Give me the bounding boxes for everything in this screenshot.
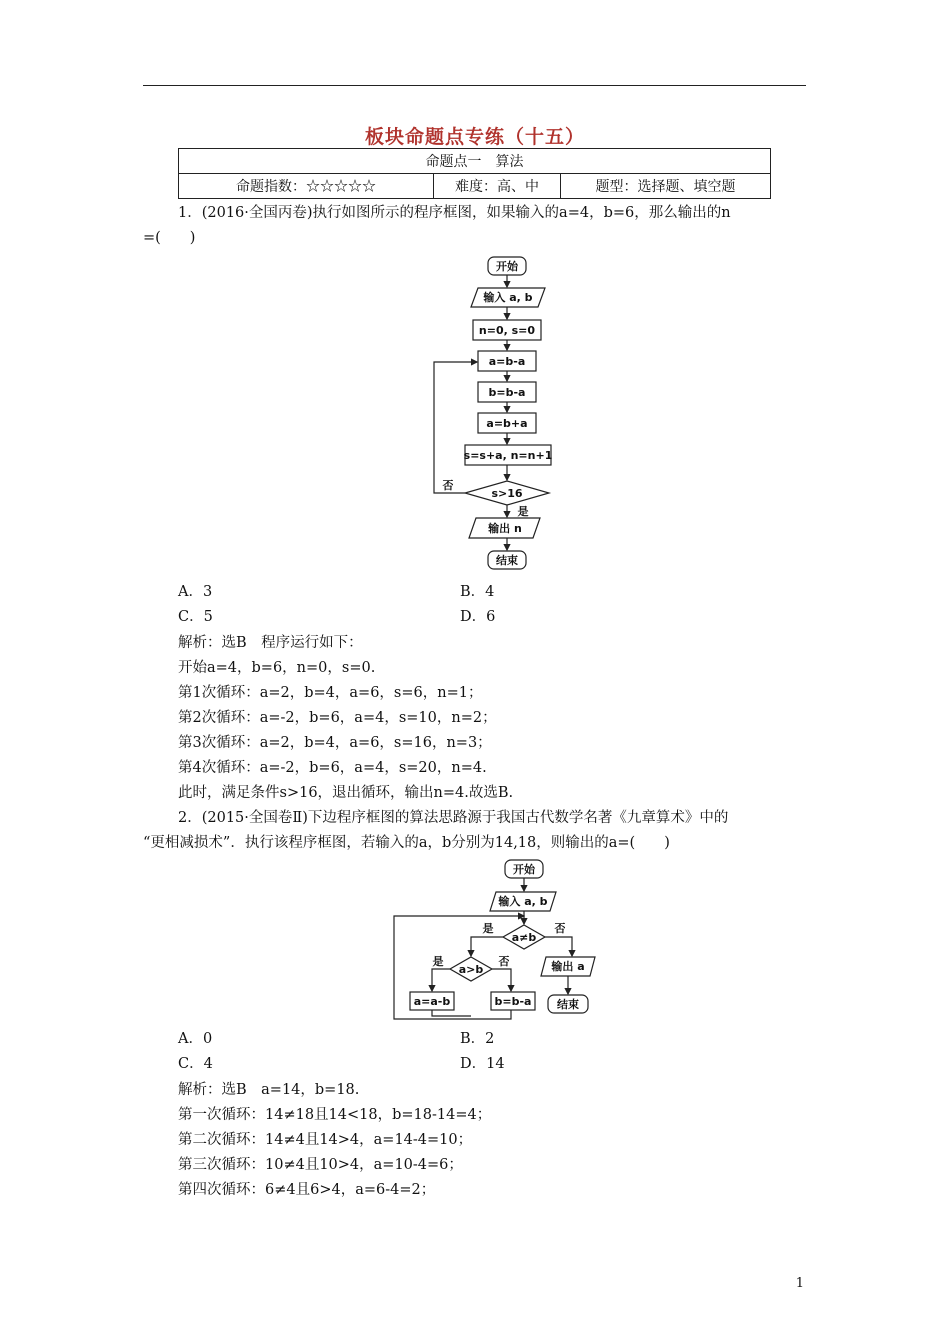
q2-solution-line: 第三次循环：10≠4且10>4，a=10-4=6； — [178, 1157, 463, 1173]
q2-stem-line2: “更相减损术”．执行该程序框图，若输入的a，b分别为14,18，则输出的a=( ) — [143, 835, 670, 851]
q1-solution-line: 此时，满足条件s>16，退出循环，输出n=4.故选B. — [178, 785, 514, 801]
q1-option-a: A．3 — [178, 584, 213, 600]
page-title: 板块命题点专练（十五） — [364, 126, 585, 148]
q1-step1-label: a=b-a — [488, 355, 526, 368]
q1-solution-line: 第1次循环：a=2，b=4，a=6，s=6，n=1； — [178, 685, 483, 701]
q2-no2-label: 否 — [498, 955, 510, 968]
q2-cond2-label: a>b — [458, 963, 484, 976]
q2-cond1-label: a≠b — [511, 931, 537, 944]
q2-yes2-label: 是 — [432, 955, 444, 968]
q2-solution-line: 第一次循环：14≠18且14<18，b=18-14=4； — [178, 1107, 492, 1123]
q2-stem-line1: 2．(2015·全国卷Ⅱ)下边程序框图的算法思路源于我国古代数学名著《九章算术》中的 — [178, 810, 729, 826]
q1-step3-label: a=b+a — [486, 417, 528, 430]
q2-option-d: D．14 — [460, 1056, 505, 1072]
q1-stem-line2: =( ) — [143, 230, 196, 246]
q1-output-label: 输出 n — [488, 522, 522, 535]
q1-cond-label: s>16 — [491, 487, 523, 500]
index-cell: 命题指数：☆☆☆☆☆ — [179, 174, 434, 199]
q1-solution-line: 开始a=4，b=6，n=0，s=0. — [178, 660, 376, 676]
difficulty-cell: 难度：高、中 — [434, 174, 561, 199]
q1-stem-line1: 1．(2016·全国丙卷)执行如图所示的程序框图，如果输入的a=4，b=6，那么输出的n — [178, 205, 731, 221]
q2-solution-line: 第二次循环：14≠4且14>4，a=14-4=10； — [178, 1132, 473, 1148]
q1-flowchart — [420, 250, 570, 575]
q1-step4-label: s=s+a, n=n+1 — [463, 449, 553, 462]
q1-no-label: 否 — [442, 479, 454, 492]
q1-yes-label: 是 — [517, 505, 529, 518]
q2-solution-line: 解析：选B a=14，b=18. — [178, 1082, 360, 1098]
q1-solution-line: 第3次循环：a=2，b=4，a=6，s=16，n=3； — [178, 735, 492, 751]
header-rule — [143, 85, 806, 86]
q1-input-label: 输入 a, b — [483, 291, 533, 304]
q1-start-label: 开始 — [496, 260, 518, 273]
q2-start-label: 开始 — [513, 863, 535, 876]
q2-right-label: b=b-a — [494, 995, 532, 1008]
q1-solution-line: 第4次循环：a=-2，b=6，a=4，s=20，n=4. — [178, 760, 487, 776]
q2-option-a: A．0 — [178, 1031, 213, 1047]
q1-option-c: C．5 — [178, 609, 213, 625]
q2-output-label: 输出 a — [551, 960, 585, 973]
q2-flowchart — [390, 855, 600, 1025]
q1-loop-line — [434, 362, 477, 493]
q1-step2-label: b=b-a — [488, 386, 526, 399]
q2-option-c: C．4 — [178, 1056, 213, 1072]
topic-cell: 命题点一 算法 — [179, 149, 771, 174]
q1-solution-line: 第2次循环：a=-2，b=6，a=4，s=10，n=2； — [178, 710, 497, 726]
types-cell: 题型：选择题、填空题 — [561, 174, 771, 199]
q2-option-b: B．2 — [460, 1031, 495, 1047]
info-table — [178, 148, 771, 199]
q1-end-label: 结束 — [496, 554, 518, 567]
page-number: 1 — [795, 1276, 804, 1291]
q2-input-label: 输入 a, b — [498, 895, 548, 908]
q2-no1-label: 否 — [554, 922, 566, 935]
q1-solution-line: 解析：选B 程序运行如下： — [178, 635, 363, 651]
q2-yes1-label: 是 — [482, 922, 494, 935]
q2-left-label: a=a-b — [413, 995, 451, 1008]
q1-option-b: B．4 — [460, 584, 495, 600]
q1-init-label: n=0, s=0 — [478, 324, 536, 337]
q2-solution-line: 第四次循环：6≠4且6>4，a=6-4=2； — [178, 1182, 436, 1198]
q2-loop-line — [432, 1010, 471, 1016]
q1-option-d: D．6 — [460, 609, 496, 625]
q2-end-label: 结束 — [557, 998, 579, 1011]
